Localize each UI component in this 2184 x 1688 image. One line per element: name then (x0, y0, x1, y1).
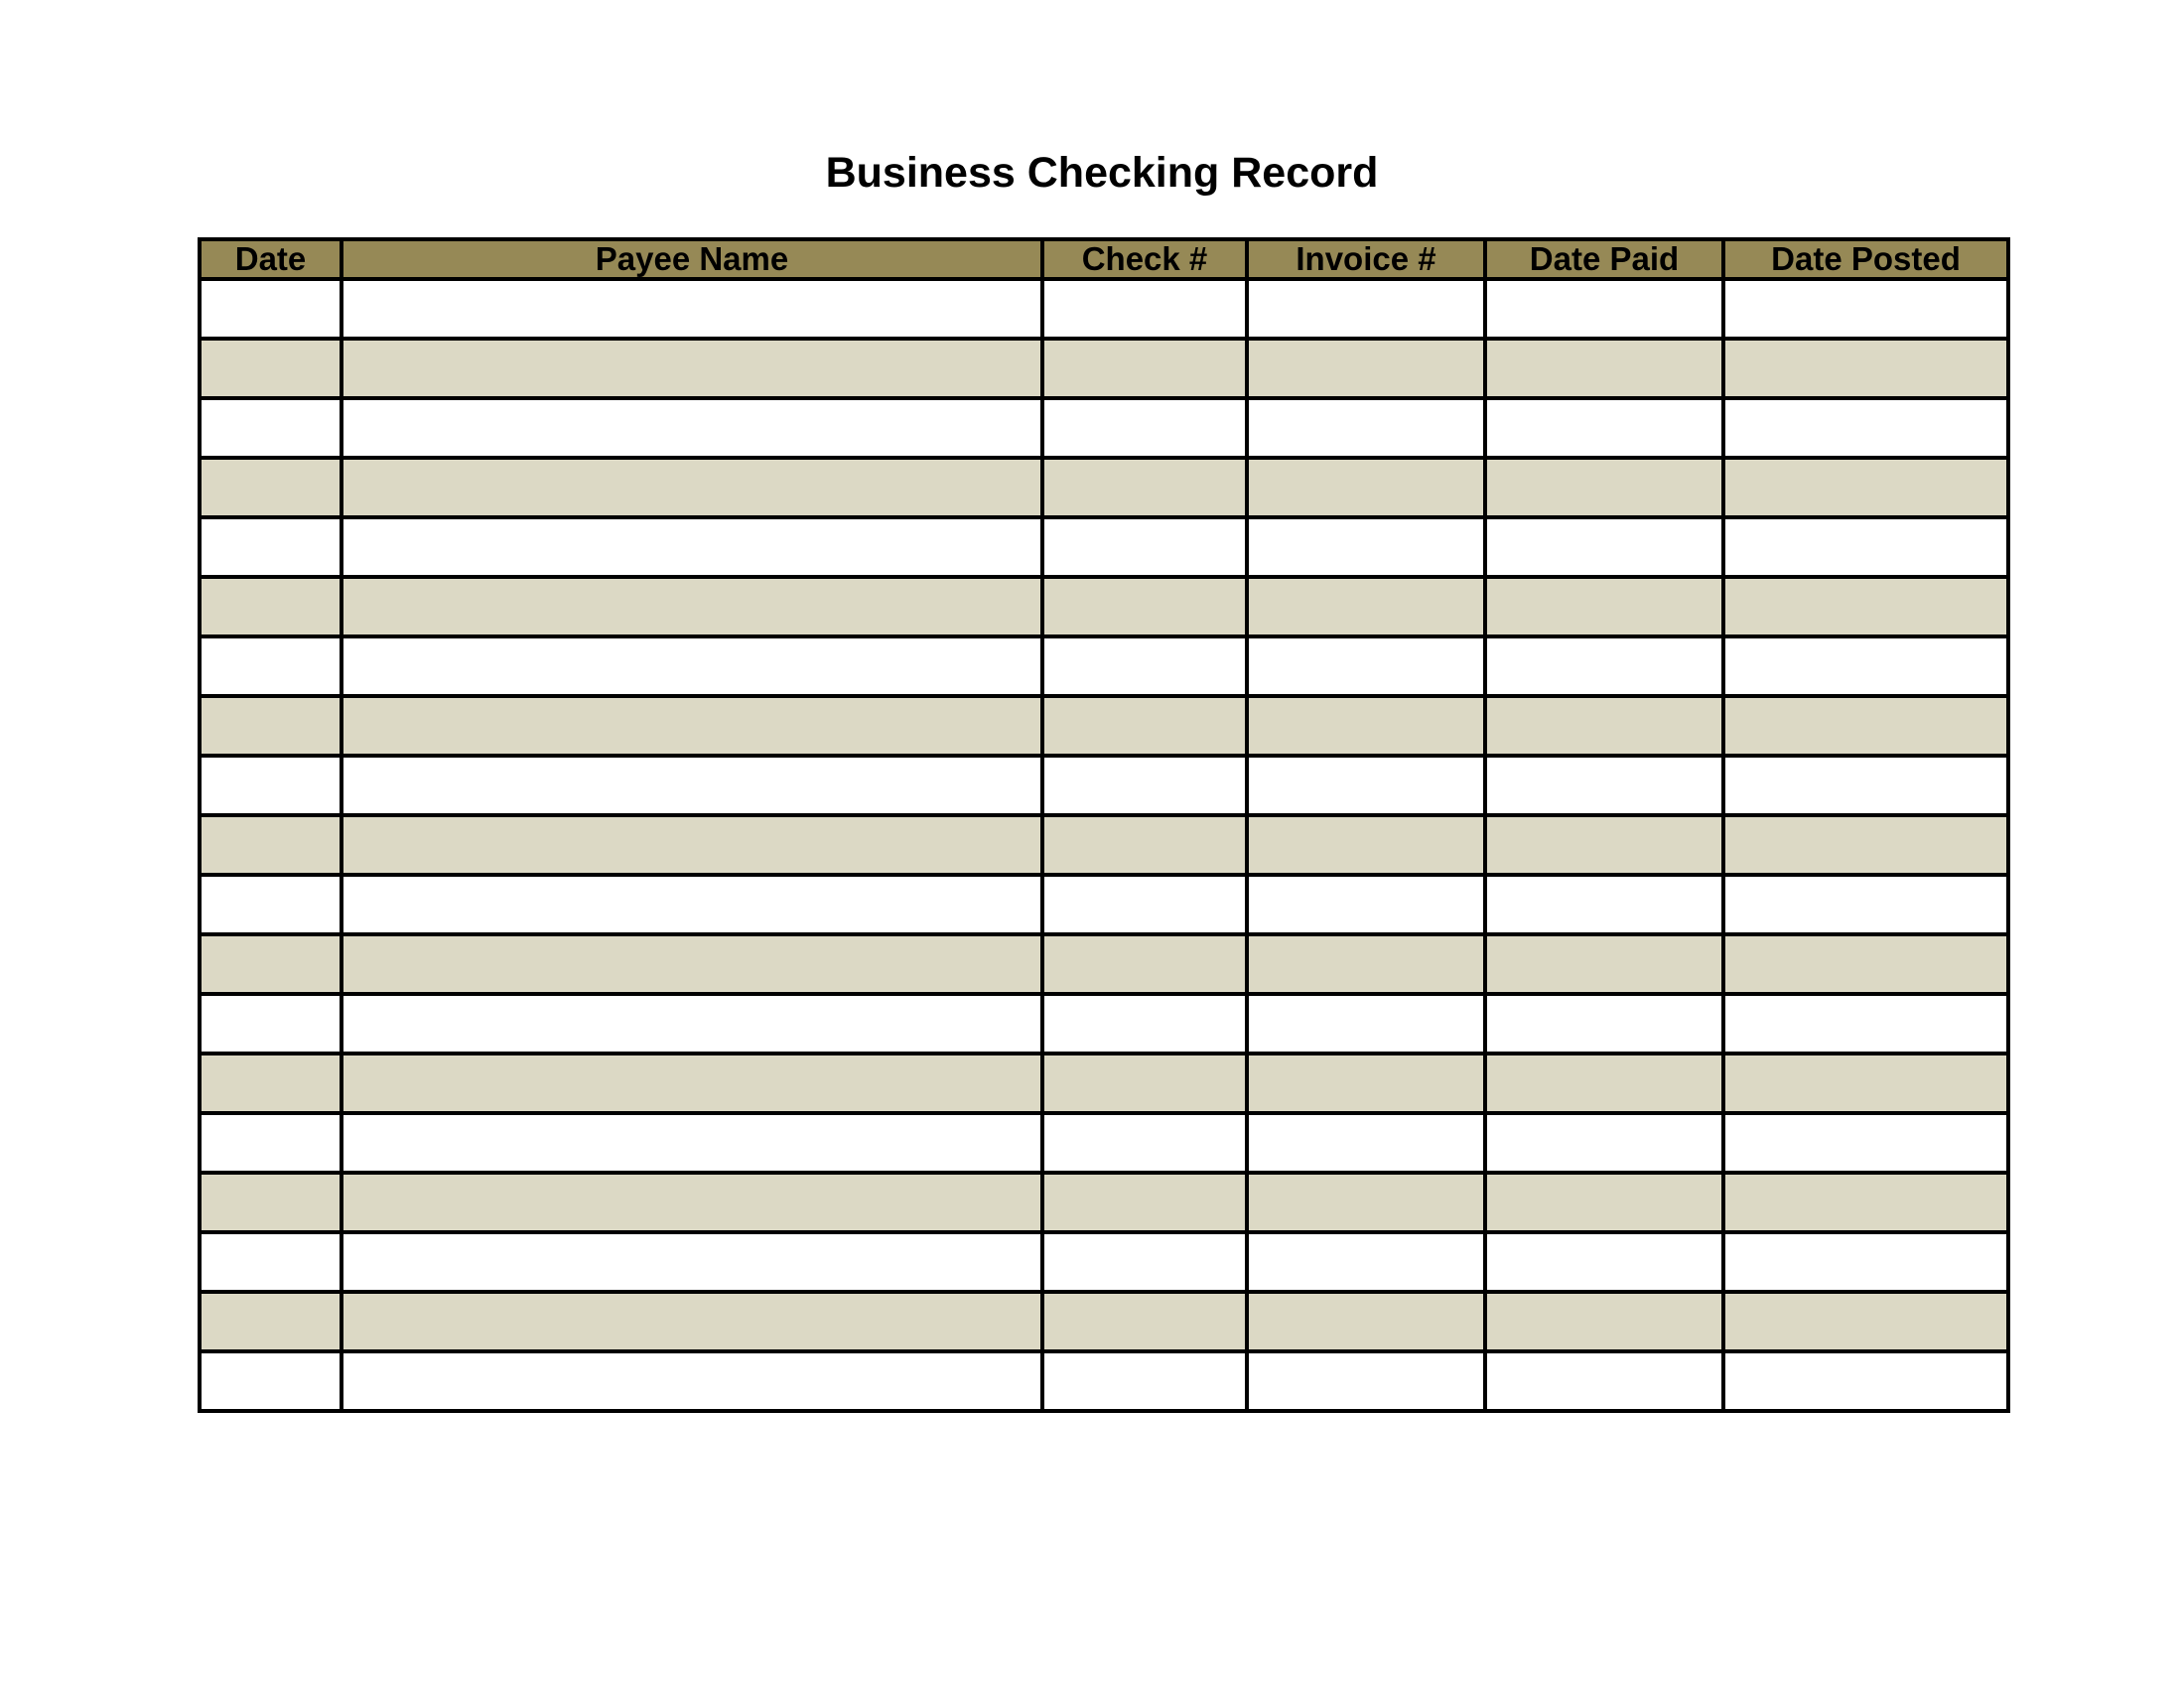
cell-check-number[interactable] (1042, 756, 1247, 815)
cell-date[interactable] (200, 517, 341, 577)
table-row (200, 398, 2008, 458)
cell-date[interactable] (200, 1232, 341, 1292)
cell-date-posted[interactable] (1723, 875, 2008, 934)
cell-date[interactable] (200, 636, 341, 696)
cell-date-posted[interactable] (1723, 577, 2008, 636)
cell-date[interactable] (200, 1113, 341, 1173)
cell-payee-name[interactable] (341, 398, 1042, 458)
cell-date-posted[interactable] (1723, 994, 2008, 1054)
cell-invoice-number[interactable] (1247, 1054, 1485, 1113)
cell-invoice-number[interactable] (1247, 339, 1485, 398)
cell-check-number[interactable] (1042, 696, 1247, 756)
cell-date-posted[interactable] (1723, 517, 2008, 577)
cell-invoice-number[interactable] (1247, 934, 1485, 994)
table-row (200, 577, 2008, 636)
cell-invoice-number[interactable] (1247, 756, 1485, 815)
cell-date[interactable] (200, 756, 341, 815)
table-row (200, 1113, 2008, 1173)
cell-payee-name[interactable] (341, 339, 1042, 398)
cell-date-paid[interactable] (1485, 1232, 1723, 1292)
header-date-paid: Date Paid (1485, 239, 1723, 279)
cell-date-posted[interactable] (1723, 1351, 2008, 1411)
cell-date[interactable] (200, 696, 341, 756)
cell-date-posted[interactable] (1723, 1292, 2008, 1351)
cell-date-paid[interactable] (1485, 517, 1723, 577)
cell-date[interactable] (200, 1054, 341, 1113)
cell-date-posted[interactable] (1723, 279, 2008, 339)
cell-date-paid[interactable] (1485, 1173, 1723, 1232)
table-row (200, 1351, 2008, 1411)
cell-check-number[interactable] (1042, 1232, 1247, 1292)
cell-date-paid[interactable] (1485, 458, 1723, 517)
cell-check-number[interactable] (1042, 279, 1247, 339)
cell-check-number[interactable] (1042, 636, 1247, 696)
cell-payee-name[interactable] (341, 1292, 1042, 1351)
cell-invoice-number[interactable] (1247, 458, 1485, 517)
table-row (200, 339, 2008, 398)
cell-check-number[interactable] (1042, 1173, 1247, 1232)
cell-date-paid[interactable] (1485, 1054, 1723, 1113)
header-invoice-number: Invoice # (1247, 239, 1485, 279)
cell-payee-name[interactable] (341, 517, 1042, 577)
table-row (200, 1173, 2008, 1232)
table-row (200, 815, 2008, 875)
page-title: Business Checking Record (825, 149, 1379, 197)
cell-check-number[interactable] (1042, 1292, 1247, 1351)
cell-date-paid[interactable] (1485, 815, 1723, 875)
table-row (200, 279, 2008, 339)
cell-check-number[interactable] (1042, 517, 1247, 577)
table-row (200, 1232, 2008, 1292)
cell-payee-name[interactable] (341, 279, 1042, 339)
cell-check-number[interactable] (1042, 934, 1247, 994)
cell-date-paid[interactable] (1485, 1292, 1723, 1351)
cell-date[interactable] (200, 1292, 341, 1351)
cell-check-number[interactable] (1042, 398, 1247, 458)
cell-check-number[interactable] (1042, 875, 1247, 934)
cell-date-paid[interactable] (1485, 279, 1723, 339)
cell-date-posted[interactable] (1723, 458, 2008, 517)
table-row (200, 756, 2008, 815)
cell-date[interactable] (200, 577, 341, 636)
table-row (200, 994, 2008, 1054)
cell-date[interactable] (200, 458, 341, 517)
cell-date-posted[interactable] (1723, 1173, 2008, 1232)
header-row (200, 239, 2008, 279)
cell-date-paid[interactable] (1485, 398, 1723, 458)
cell-payee-name[interactable] (341, 636, 1042, 696)
table-row (200, 458, 2008, 517)
cell-date-paid[interactable] (1485, 696, 1723, 756)
cell-payee-name[interactable] (341, 815, 1042, 875)
cell-check-number[interactable] (1042, 458, 1247, 517)
cell-date-paid[interactable] (1485, 1351, 1723, 1411)
cell-date-posted[interactable] (1723, 1232, 2008, 1292)
cell-payee-name[interactable] (341, 696, 1042, 756)
cell-payee-name[interactable] (341, 994, 1042, 1054)
cell-payee-name[interactable] (341, 1173, 1042, 1232)
cell-check-number[interactable] (1042, 994, 1247, 1054)
cell-payee-name[interactable] (341, 1232, 1042, 1292)
header-payee-name: Payee Name (341, 239, 1042, 279)
cell-invoice-number[interactable] (1247, 398, 1485, 458)
cell-invoice-number[interactable] (1247, 517, 1485, 577)
cell-invoice-number[interactable] (1247, 1351, 1485, 1411)
cell-date-posted[interactable] (1723, 756, 2008, 815)
cell-check-number[interactable] (1042, 339, 1247, 398)
cell-date[interactable] (200, 875, 341, 934)
cell-invoice-number[interactable] (1247, 1232, 1485, 1292)
cell-invoice-number[interactable] (1247, 815, 1485, 875)
cell-date[interactable] (200, 339, 341, 398)
cell-invoice-number[interactable] (1247, 636, 1485, 696)
cell-date-posted[interactable] (1723, 1113, 2008, 1173)
cell-payee-name[interactable] (341, 875, 1042, 934)
cell-invoice-number[interactable] (1247, 875, 1485, 934)
table-row (200, 517, 2008, 577)
table-row (200, 934, 2008, 994)
cell-payee-name[interactable] (341, 756, 1042, 815)
table-row (200, 696, 2008, 756)
header-date-posted: Date Posted (1723, 239, 2008, 279)
cell-payee-name[interactable] (341, 934, 1042, 994)
cell-payee-name[interactable] (341, 1351, 1042, 1411)
cell-date-posted[interactable] (1723, 1054, 2008, 1113)
checking-record-table (198, 237, 2010, 1413)
cell-date[interactable] (200, 1173, 341, 1232)
cell-date[interactable] (200, 934, 341, 994)
cell-date-posted[interactable] (1723, 696, 2008, 756)
cell-date[interactable] (200, 994, 341, 1054)
table-row (200, 1292, 2008, 1351)
cell-payee-name[interactable] (341, 1054, 1042, 1113)
cell-invoice-number[interactable] (1247, 696, 1485, 756)
header-date: Date (200, 239, 341, 279)
cell-date-paid[interactable] (1485, 339, 1723, 398)
cell-date-posted[interactable] (1723, 934, 2008, 994)
cell-invoice-number[interactable] (1247, 1292, 1485, 1351)
cell-date[interactable] (200, 398, 341, 458)
table-row (200, 1054, 2008, 1113)
cell-date-paid[interactable] (1485, 875, 1723, 934)
cell-date-posted[interactable] (1723, 815, 2008, 875)
cell-date[interactable] (200, 1351, 341, 1411)
cell-invoice-number[interactable] (1247, 1173, 1485, 1232)
cell-payee-name[interactable] (341, 1113, 1042, 1173)
cell-date-paid[interactable] (1485, 994, 1723, 1054)
cell-check-number[interactable] (1042, 1113, 1247, 1173)
cell-date-paid[interactable] (1485, 577, 1723, 636)
cell-check-number[interactable] (1042, 577, 1247, 636)
cell-check-number[interactable] (1042, 1351, 1247, 1411)
cell-invoice-number[interactable] (1247, 994, 1485, 1054)
cell-date-posted[interactable] (1723, 339, 2008, 398)
cell-payee-name[interactable] (341, 577, 1042, 636)
cell-invoice-number[interactable] (1247, 1113, 1485, 1173)
cell-invoice-number[interactable] (1247, 279, 1485, 339)
header-check-number: Check # (1042, 239, 1247, 279)
table-row (200, 875, 2008, 934)
cell-check-number[interactable] (1042, 815, 1247, 875)
cell-payee-name[interactable] (341, 458, 1042, 517)
cell-check-number[interactable] (1042, 1054, 1247, 1113)
cell-date-posted[interactable] (1723, 636, 2008, 696)
cell-date-paid[interactable] (1485, 636, 1723, 696)
cell-date-paid[interactable] (1485, 756, 1723, 815)
cell-invoice-number[interactable] (1247, 577, 1485, 636)
cell-date-paid[interactable] (1485, 934, 1723, 994)
table-row (200, 636, 2008, 696)
cell-date[interactable] (200, 815, 341, 875)
cell-date-posted[interactable] (1723, 398, 2008, 458)
cell-date-paid[interactable] (1485, 1113, 1723, 1173)
cell-date[interactable] (200, 279, 341, 339)
